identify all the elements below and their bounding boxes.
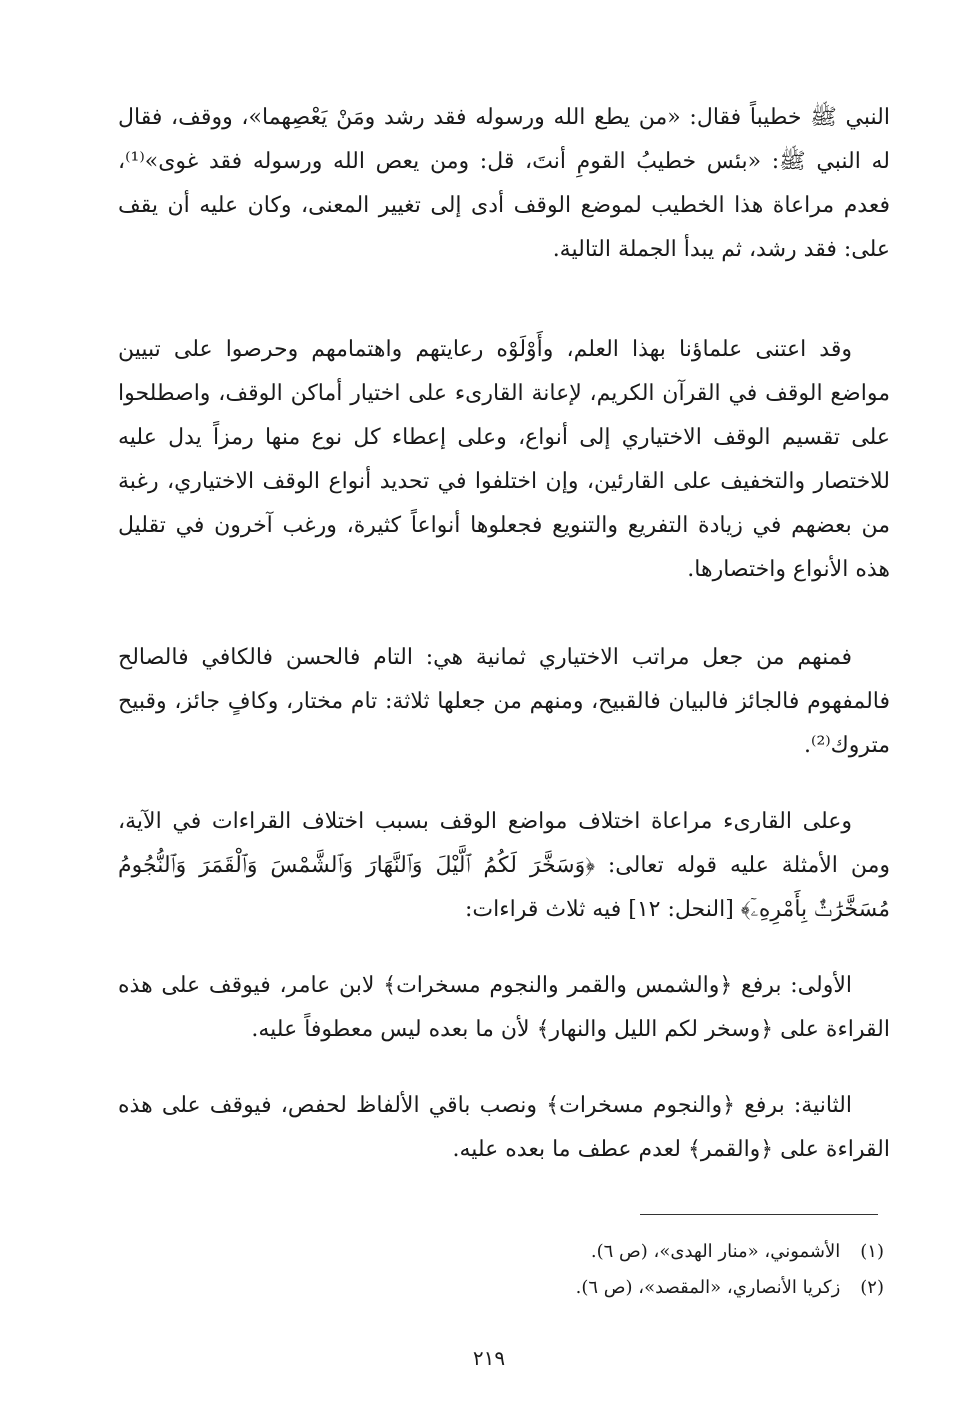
paragraph-5: الأولى: برفع ﴿والشمس والقمر والنجوم مسخرات﴾ لابن عامر، فيوقف على هذه القراءة على ﴿وسخر لكم الليل والنهار﴾ لأن ما بعده ليس معطوفاً عليه. <box>118 973 890 1042</box>
paragraph-6: الثانية: برفع ﴿والنجوم مسخرات﴾ ونصب باقي الألفاظ لحفص، فيوقف على هذه القراءة على ﴿والقمر﴾ لعدم عطف ما بعده عليه. <box>118 1093 890 1162</box>
footnote-number: (٢) <box>860 1277 884 1298</box>
footnote-text: زكريا الأنصاري، «المقصد»، (ص ٦). <box>575 1277 841 1298</box>
paragraph-4: وعلى القارىء مراعاة اختلاف مواضع الوقف بسبب اختلاف القراءات في الآية، ومن الأمثلة عليه قوله تعالى: ﴿وَسَخَّرَ لَكُمُ ٱلَّيْلَ وَٱلنَّهَارَ وَٱلشَّمْسَ وَٱلْقَمَرَ وَٱلنُّجُومُ مُسَخَّرَٰتٌۢ بِأَمْرِهِۦٓ﴾ [النحل: ١٢] فيه ثلاث قراءات: <box>118 809 890 922</box>
footnote-divider <box>640 1214 878 1215</box>
footnote-number: (١) <box>860 1241 884 1262</box>
footnote-2 <box>300 1270 884 1306</box>
paragraph-2: وقد اعتنى علماؤنا بهذا العلم، وأَوْلَوْه رعايتهم واهتمامهم وحرصوا على تبيين مواضع الوقف في القرآن الكريم، لإعانة القارىء على اختيار أماكن الوقف، واصطلحوا على تقسيم الوقف الاختياري إلى أنواع، وعلى إعطاء كل نوع منها رمزاً يدل عليه للاختصار والتخفيف على القارئين، وإن اختلفوا في تحديد أنواع الوقف الاختياري، رغبة من بعضهم في زيادة التفريع والتنويع فجعلوها أنواعاً كثيرة، ورغب آخرون في تقليل هذه الأنواع واختصارها. <box>118 337 890 582</box>
footnote-1 <box>300 1234 884 1270</box>
page-number: ٢١٩ <box>472 1346 506 1370</box>
footnote-text: الأشموني، «منار الهدى»، (ص ٦). <box>590 1241 841 1262</box>
paragraph-1: النبي ﷺ خطيباً فقال: «من يطع الله ورسوله فقد رشد ومَنْ يَعْصِهما»، ووقف، فقال له النبي ﷺ: «بئس خطيبُ القومِ أنتَ، قل: ومن يعص الله ورسوله فقد غوى»⁽¹⁾، فعدم مراعاة هذا الخطيب لموضع الوقف أدى إلى تغيير المعنى، وكان عليه أن يقف على: فقد رشد، ثم يبدأ الجملة التالية. <box>118 105 890 262</box>
paragraph-3: فمنهم من جعل مراتب الاختياري ثمانية هي: التام فالحسن فالكافي فالصالح فالمفهوم فالجائز فالبيان فالقبيح، ومنهم من جعلها ثلاثة: تام مختار، وكافٍ جائز، وقبيح متروك⁽²⁾. <box>118 645 890 758</box>
footnotes <box>300 1234 884 1306</box>
